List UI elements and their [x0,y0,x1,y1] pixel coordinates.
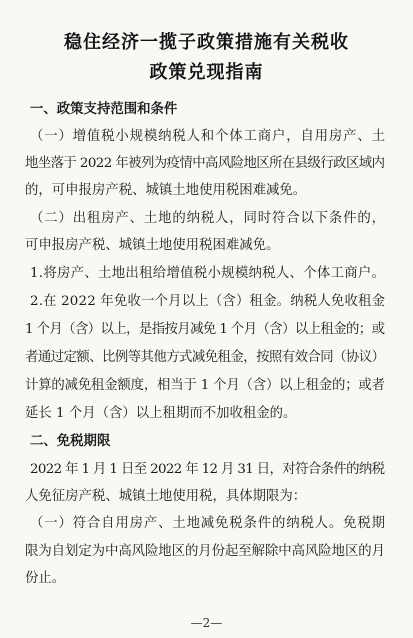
paragraph-line: 计算的减免租金额度，相当于 1 个月（含）以上租金的；或者 [25,378,385,393]
section-heading: 二、免税期限 [30,434,111,449]
paragraph-line: 地坐落于 2022 年被列为疫情中高风险地区所在县级行政区域内 [25,156,385,171]
paragraph-line: 1.将房产、土地出租给增值税小规模纳税人、个体工商户。 [30,266,386,281]
paragraph-line: 延长 1 个月（含）以上租期而不加收租金的。 [25,406,297,421]
paragraph-line: （一）增值税小规模纳税人和个体工商户，自用房产、土 [30,129,386,144]
paragraph-line: 2.在 2022 年免收一个月以上（含）租金。纳税人免收租金 [30,294,386,309]
section-heading: 一、政策支持范围和条件 [30,102,178,117]
paragraph-line: 的，可申报房产税、城镇土地使用税困难减免。 [25,183,307,198]
document-title-line-1: 稳住经济一揽子政策措施有关税收 [64,32,349,53]
paragraph-line: 人免征房产税、城镇土地使用税，具体期限为： [25,489,307,504]
page-number: —2— [190,616,223,630]
paragraph-line: 份止。 [25,571,66,586]
paragraph-line: 可申报房产税、城镇土地使用税困难减免。 [25,238,280,253]
paragraph-line: 者通过定额、比例等其他方式减免租金，按照有效合同（协议） [25,350,385,365]
paragraph-line: 限为自划定为中高风险地区的月份起至解除中高风险地区的月 [25,544,385,559]
paragraph-line: 2022 年 1 月 1 日至 2022 年 12 月 31 日，对符合条件的纳税 [30,462,385,477]
paragraph-line: （一）符合自用房产、土地减免税条件的纳税人。免税期 [30,516,386,531]
paragraph-line: 1 个月（含）以上，是指按月减免 1 个月（含）以上租金的；或 [25,322,385,337]
document-title-line-2: 政策兑现指南 [149,62,264,83]
paragraph-line: （二）出租房产、土地的纳税人，同时符合以下条件的， [30,211,386,226]
